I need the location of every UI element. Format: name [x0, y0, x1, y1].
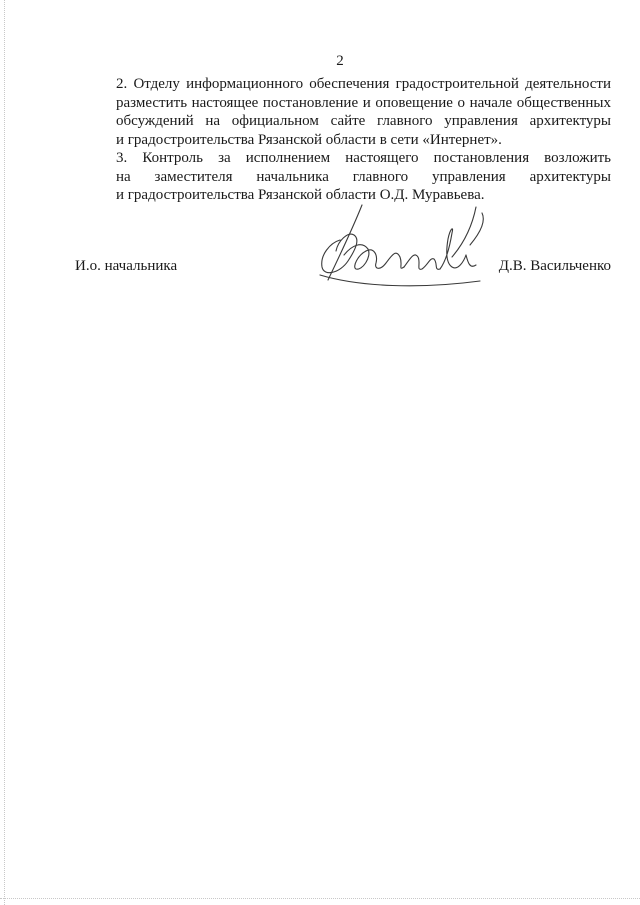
signature-block: [75, 258, 611, 298]
page-number: 2: [336, 53, 344, 69]
signatory-title: И.о. начальника: [75, 258, 178, 274]
paragraph-line: разместить настоящее постановление и оповещение о начале общественных: [116, 94, 611, 111]
scan-left-edge: [4, 0, 5, 905]
paragraph-line: обсуждений на официальном сайте главного управления архитектуры: [116, 113, 611, 129]
scan-bottom-edge: [0, 898, 640, 899]
paragraph-2: [75, 75, 611, 149]
paragraph-line: 3. Контроль за исполнением настоящего постановления возложить: [116, 150, 611, 166]
paragraph-line: на заместителя начальника главного управления архитектуры: [116, 168, 611, 185]
signatory-name: Д.В. Васильченко: [498, 258, 611, 274]
paragraph-line: 2. Отделу информационного обеспечения градостроительной деятельности: [116, 76, 611, 92]
paragraph-line: и градостроительства Рязанской области О.Д. Муравьева.: [116, 187, 485, 203]
paragraph-line: и градостроительства Рязанской области в сети «Интернет».: [116, 131, 502, 148]
